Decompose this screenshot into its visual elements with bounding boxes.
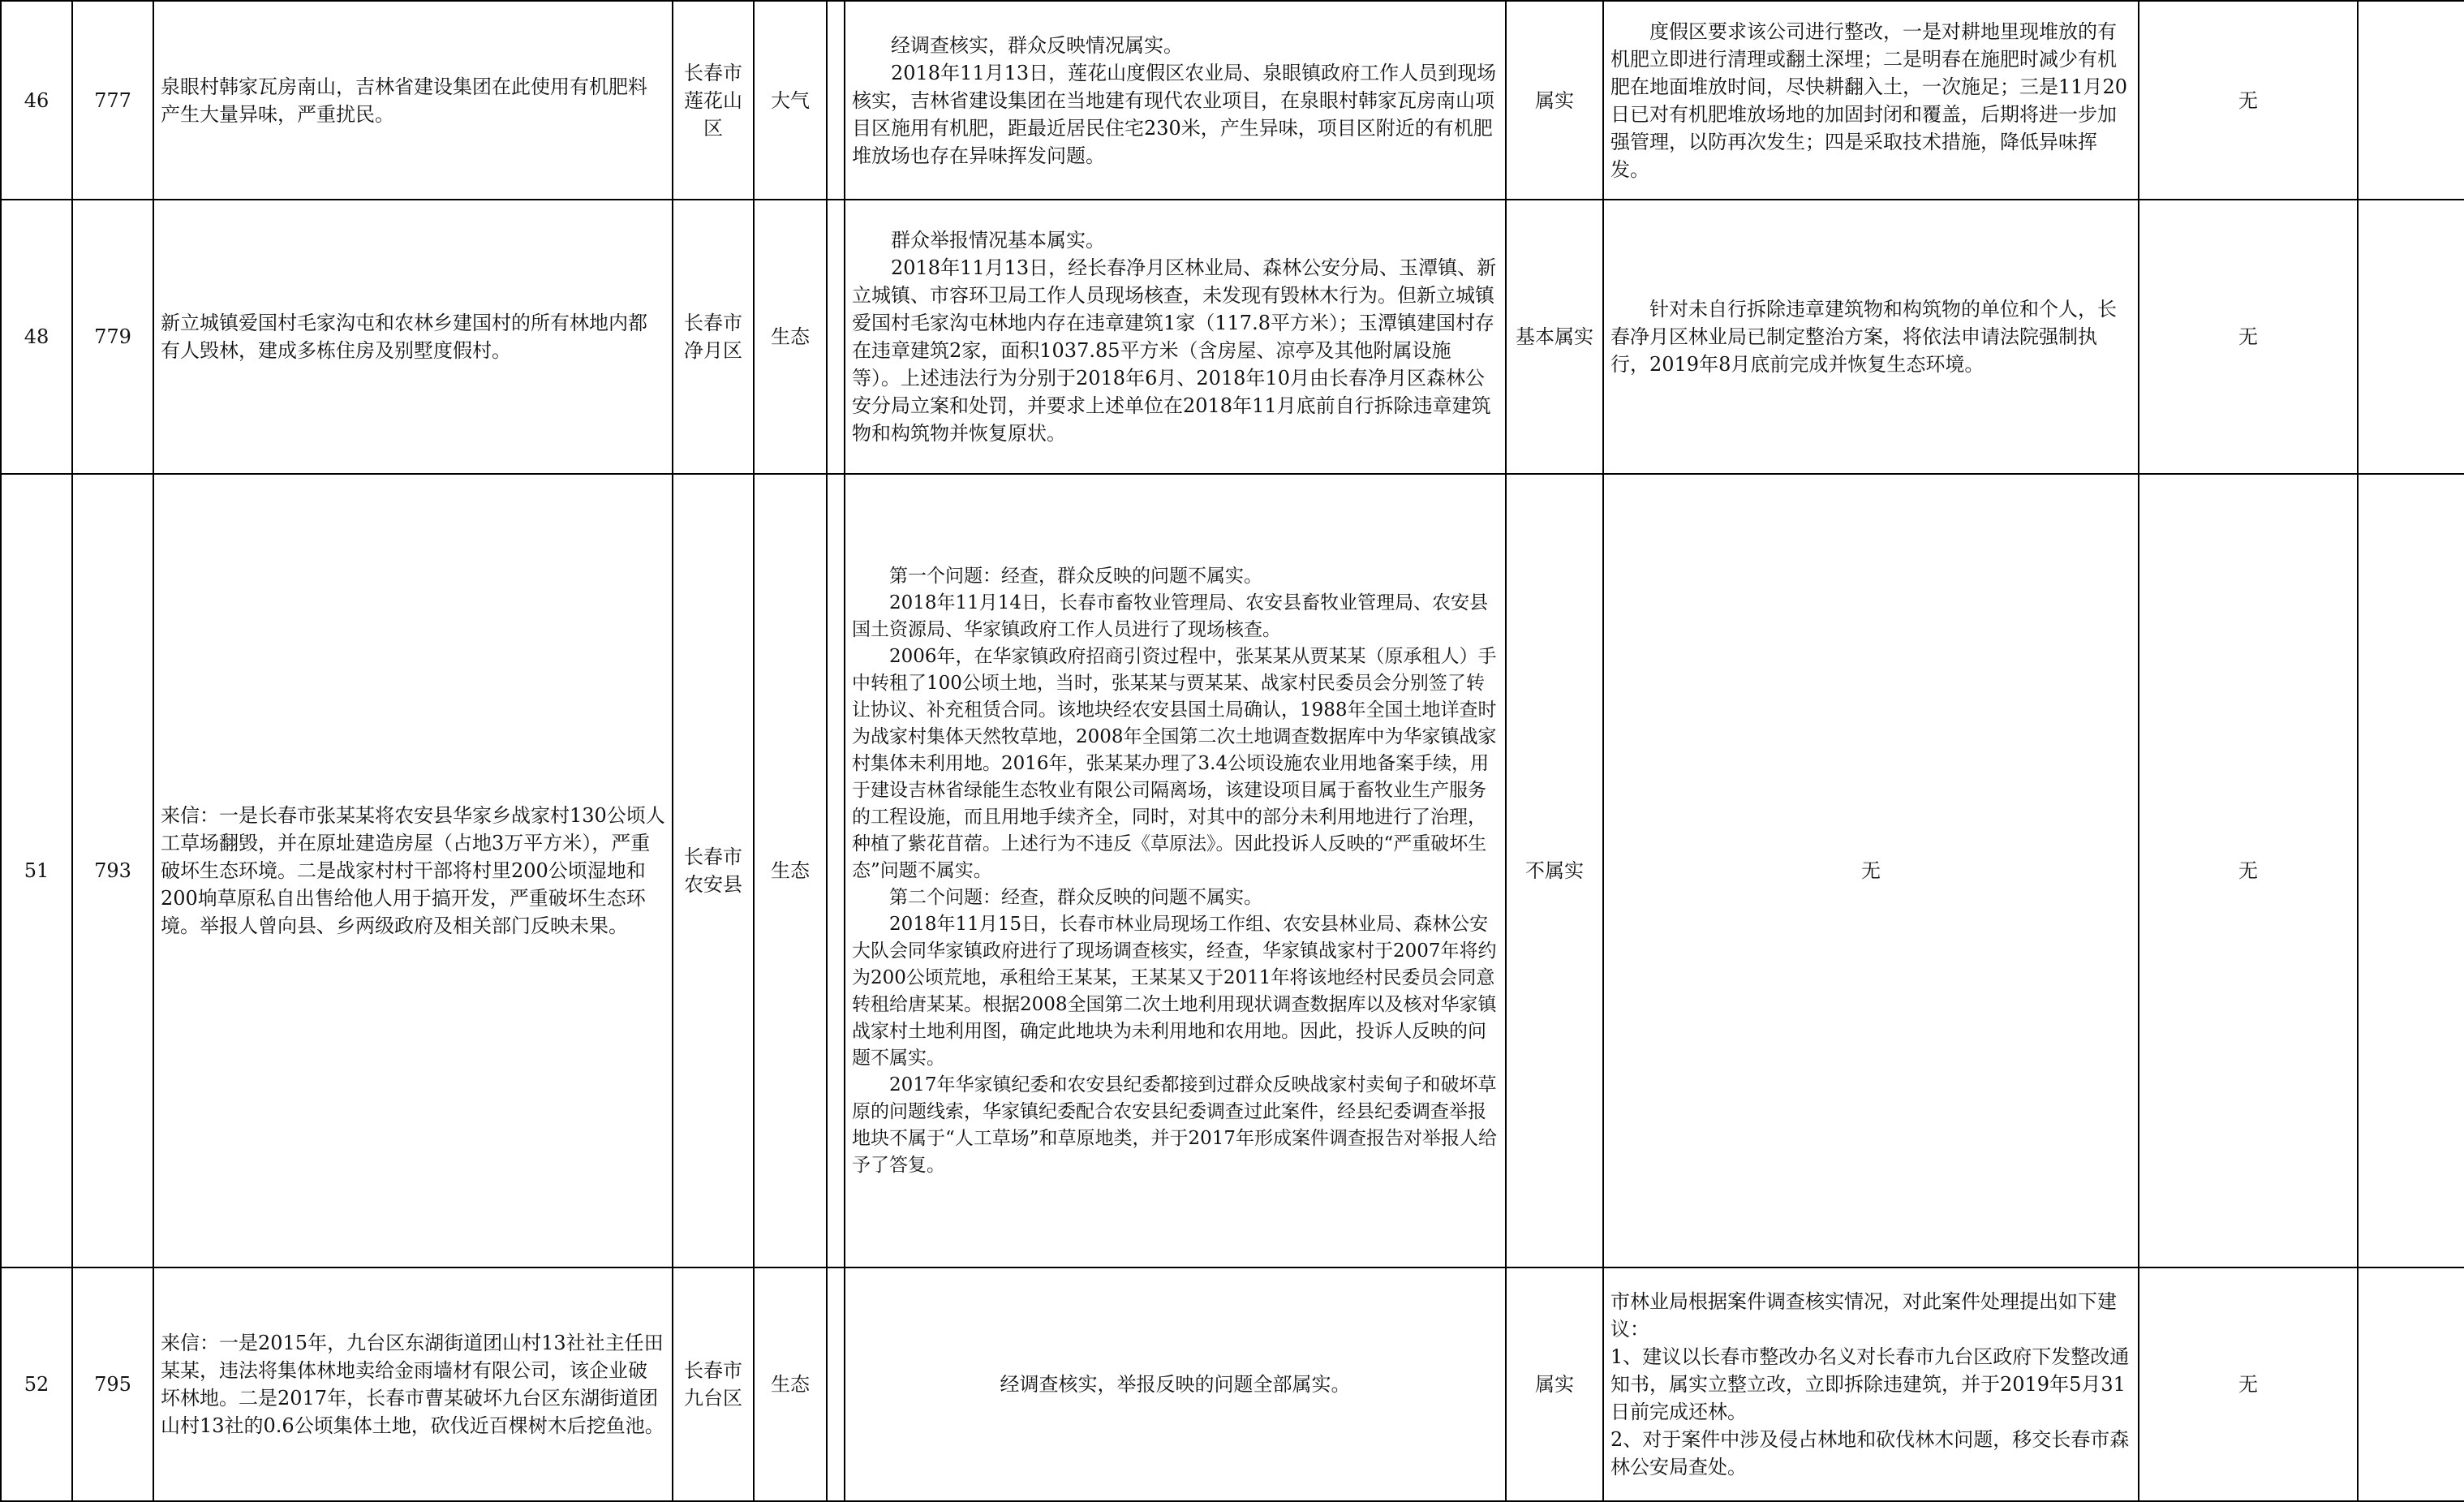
investigation-para: 第一个问题：经查，群众反映的问题不属实。 bbox=[889, 565, 1262, 587]
cell-district: 长春市农安县 bbox=[673, 474, 754, 1267]
cell-rectification: 无 bbox=[1603, 474, 2139, 1267]
table-row bbox=[1, 200, 2464, 474]
table-row bbox=[1, 1267, 2464, 1501]
cell-type: 大气 bbox=[754, 1, 827, 200]
complaint-text: 来信：一是长春市张某某将农安县华家乡战家村130公顷人工草场翻毁，并在原址建造房屋（占地3万平方米），严重破坏生态环境。二是战家村村干部将村里200公顷湿地和200垧草原私自出售给他人用于搞开发，严重破坏生态环境。举报人曾向县、乡两级政府及相关部门反映未果。 bbox=[161, 804, 665, 937]
cell-investigation bbox=[845, 1, 1506, 200]
cell-complaint bbox=[153, 474, 673, 1267]
rectification-para: 针对未自行拆除违章建筑物和构筑物的单位和个人，长春净月区林业局已制定整治方案，将依法申请法院强制执行，2019年8月底前完成并恢复生态环境。 bbox=[1610, 298, 2117, 376]
cell-spacer bbox=[827, 474, 845, 1267]
cell-spacer bbox=[827, 1267, 845, 1501]
complaint-text: 来信：一是2015年，九台区东湖街道团山村13社社主任田某某，违法将集体林地卖给金雨墙材有限公司，该企业破坏林地。二是2017年，长春市曹某破坏九台区东湖街道团山村13社的0.6公顷集体土地，砍伐近百棵树木后挖鱼池。 bbox=[161, 1332, 664, 1437]
cell-district: 长春市莲花山区 bbox=[673, 1, 754, 200]
cell-accountability: 无 bbox=[2139, 474, 2358, 1267]
cell-accountability: 无 bbox=[2139, 1267, 2358, 1501]
rectification-para: 度假区要求该公司进行整改，一是对耕地里现堆放的有机肥立即进行清理或翻土深埋；二是明春在施肥时减少有机肥在地面堆放时间，尽快耕翻入土，一次施足；三是11月20日已对有机肥堆放场地的加固封闭和覆盖，后期将进一步加强管理，以防再次发生；四是采取技术措施，降低异味挥发。 bbox=[1610, 19, 2128, 181]
cell-district: 长春市九台区 bbox=[673, 1267, 754, 1501]
rectification-para: 1、建议以长春市整改办名义对长春市九台区政府下发整改通知书，属实立整立改，立即拆除违建筑，并于2019年5月31日前完成还林。 bbox=[1610, 1345, 2130, 1423]
complaint-text: 新立城镇爱国村毛家沟屯和农林乡建国村的所有林地内都有人毁林，建成多栋住房及别墅度假村。 bbox=[161, 312, 647, 362]
complaint-text: 泉眼村韩家瓦房南山，吉林省建设集团在此使用有机肥料产生大量异味，严重扰民。 bbox=[161, 75, 647, 126]
cell-rectification bbox=[1603, 1267, 2139, 1501]
cell-type: 生态 bbox=[754, 474, 827, 1267]
cell-no: 52 bbox=[1, 1267, 72, 1501]
cell-extra bbox=[2358, 474, 2464, 1267]
cell-accountability: 无 bbox=[2139, 200, 2358, 474]
cell-result: 属实 bbox=[1506, 1, 1603, 200]
cell-investigation bbox=[845, 1267, 1506, 1501]
cell-result: 基本属实 bbox=[1506, 200, 1603, 474]
cell-code: 779 bbox=[72, 200, 153, 474]
cell-no: 51 bbox=[1, 474, 72, 1267]
cell-investigation bbox=[845, 200, 1506, 474]
cell-complaint bbox=[153, 1, 673, 200]
investigation-para: 2018年11月15日，长春市林业局现场工作组、农安县林业局、森林公安大队会同华家镇政府进行了现场调查核实，经查，华家镇战家村于2007年将约为200公顷荒地，承租给王某某，王某某又于2011年将该地经村民委员会同意转租给唐某某。根据2008全国第二次土地利用现状调查数据库以及核对华家镇战家村土地利用图，确定此地块为未利用地和农用地。因此，投诉人反映的问题不属实。 bbox=[852, 913, 1497, 1069]
cell-extra bbox=[2358, 1267, 2464, 1501]
cell-code: 777 bbox=[72, 1, 153, 200]
investigation-para: 经调查核实，群众反映情况属实。 bbox=[891, 33, 1183, 57]
cell-code: 795 bbox=[72, 1267, 153, 1501]
cell-code: 793 bbox=[72, 474, 153, 1267]
investigation-para: 2017年华家镇纪委和农安县纪委都接到过群众反映战家村卖甸子和破坏草原的问题线索，华家镇纪委配合农安县纪委调查过此案件，经县纪委调查举报地块不属于“人工草场”和草原地类，并于2017年形成案件调查报告对举报人给予了答复。 bbox=[852, 1074, 1498, 1176]
cell-no: 48 bbox=[1, 200, 72, 474]
cell-spacer bbox=[827, 200, 845, 474]
cell-rectification bbox=[1603, 200, 2139, 474]
cell-extra bbox=[2358, 1, 2464, 200]
investigation-para: 2018年11月14日，长春市畜牧业管理局、农安县畜牧业管理局、农安县国土资源局、华家镇政府工作人员进行了现场核查。 bbox=[852, 592, 1489, 640]
investigation-para: 2018年11月13日，经长春净月区林业局、森林公安分局、玉潭镇、新立城镇、市容环卫局工作人员现场核查，未发现有毁林木行为。但新立城镇爱国村毛家沟屯林地内存在违章建筑1家（117.8平方米）；玉潭镇建国村存在违章建筑2家，面积1037.85平方米（含房屋、凉亭及其他附属设施等）。上述违法行为分别于2018年6月、2018年10月由长春净月区森林公安分局立案和处罚，并要求上述单位在2018年11月底前自行拆除违章建筑物和构筑物并恢复原状。 bbox=[852, 256, 1497, 445]
table-row bbox=[1, 474, 2464, 1267]
cell-spacer bbox=[827, 1, 845, 200]
cell-investigation bbox=[845, 474, 1506, 1267]
cell-result: 不属实 bbox=[1506, 474, 1603, 1267]
table-row bbox=[1, 1, 2464, 200]
cell-complaint bbox=[153, 1267, 673, 1501]
cell-district: 长春市净月区 bbox=[673, 200, 754, 474]
investigation-para: 第二个问题：经查，群众反映的问题不属实。 bbox=[889, 886, 1262, 908]
cell-accountability: 无 bbox=[2139, 1, 2358, 200]
investigation-para: 经调查核实，举报反映的问题全部属实。 bbox=[1000, 1373, 1351, 1396]
rectification-para: 2、对于案件中涉及侵占林地和砍伐林木问题，移交长春市森林公安局查处。 bbox=[1610, 1428, 2130, 1478]
cell-rectification bbox=[1603, 1, 2139, 200]
investigation-para: 2006年，在华家镇政府招商引资过程中，张某某从贾某某（原承租人）手中转租了100公顷土地，当时，张某某与贾某某、战家村民委员会分别签了转让协议、补充租赁合同。该地块经农安县国土局确认，1988年全国土地详查时为战家村集体天然牧草地，2008年全国第二次土地调查数据库中为华家镇战家村集体未利用地。2016年，张某某办理了3.4公顷设施农业用地备案手续，用于建设吉林省绿能生态牧业有限公司隔离场，该建设项目属于畜牧业生产服务的工程设施，而且用地手续齐全，同时，对其中的部分未利用地进行了治理，种植了紫花苜蓿。上述行为不违反《草原法》。因此投诉人反映的“严重破坏生态”问题不属实。 bbox=[852, 645, 1497, 881]
cell-type: 生态 bbox=[754, 1267, 827, 1501]
investigation-para: 群众举报情况基本属实。 bbox=[891, 229, 1105, 252]
cell-result: 属实 bbox=[1506, 1267, 1603, 1501]
cell-extra bbox=[2358, 200, 2464, 474]
cell-type: 生态 bbox=[754, 200, 827, 474]
rectification-para: 市林业局根据案件调查核实情况，对此案件处理提出如下建议： bbox=[1610, 1290, 2117, 1341]
cell-no: 46 bbox=[1, 1, 72, 200]
investigation-para: 2018年11月13日，莲花山度假区农业局、泉眼镇政府工作人员到现场核实，吉林省建设集团在当地建有现代农业项目，在泉眼村韩家瓦房南山项目区施用有机肥，距最近居民住宅230米，产生异味，项目区附近的有机肥堆放场也存在异味挥发问题。 bbox=[852, 61, 1497, 167]
cell-complaint bbox=[153, 200, 673, 474]
